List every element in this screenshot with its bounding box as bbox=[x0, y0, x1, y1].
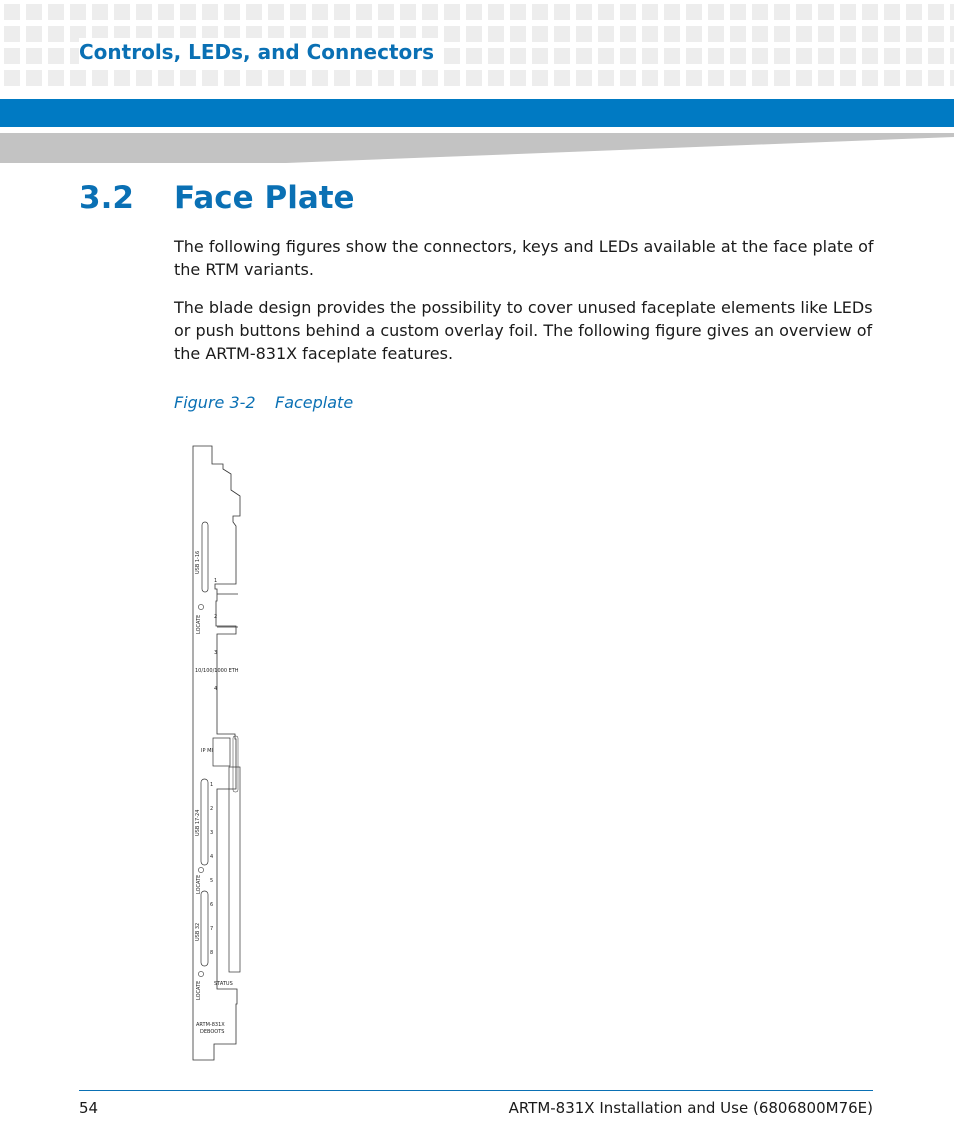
header-pattern-cell bbox=[708, 48, 724, 64]
header-pattern-cell bbox=[906, 70, 922, 86]
header-pattern-cell bbox=[664, 48, 680, 64]
side-leds bbox=[233, 736, 238, 792]
header-pattern-cell bbox=[180, 70, 196, 86]
header-pattern-cell bbox=[884, 26, 900, 42]
header-pattern-cell bbox=[4, 4, 20, 20]
header-pattern-cell bbox=[158, 70, 174, 86]
slot-number: 8 bbox=[210, 950, 214, 956]
header-pattern-cell bbox=[686, 26, 702, 42]
figure-title: Faceplate bbox=[275, 393, 354, 412]
header-pattern-cell bbox=[70, 70, 86, 86]
header-pattern-cell bbox=[928, 26, 944, 42]
header-pattern-cell bbox=[290, 70, 306, 86]
header-pattern-cell bbox=[378, 70, 394, 86]
page-number: 54 bbox=[79, 1099, 99, 1117]
header-pattern-cell bbox=[202, 70, 218, 86]
header-pattern-cell bbox=[730, 70, 746, 86]
paragraph-1: The following figures show the connectors, keys and LEDs available at the face plate of the RTM variants. bbox=[174, 237, 874, 279]
header-pattern-cell bbox=[840, 48, 856, 64]
header-pattern-cell bbox=[554, 26, 570, 42]
header-pattern-cell bbox=[686, 4, 702, 20]
header-pattern-cell bbox=[818, 48, 834, 64]
header-pattern-cell bbox=[928, 70, 944, 86]
header-pattern-cell bbox=[532, 48, 548, 64]
section-number: 3.2 bbox=[79, 180, 134, 216]
header-pattern-cell bbox=[4, 48, 20, 64]
header-pattern-cell bbox=[730, 26, 746, 42]
slot-number: 7 bbox=[210, 926, 214, 932]
header-pattern-cell bbox=[136, 4, 152, 20]
header-pattern-cell bbox=[862, 48, 878, 64]
header-pattern-cell bbox=[488, 70, 504, 86]
header-pattern-cell bbox=[796, 70, 812, 86]
header-pattern-cell bbox=[466, 70, 482, 86]
header-pattern-cell bbox=[378, 4, 394, 20]
header-pattern-cell bbox=[774, 4, 790, 20]
header-pattern-cell bbox=[818, 26, 834, 42]
header-pattern-cell bbox=[224, 70, 240, 86]
header-pattern-cell bbox=[26, 4, 42, 20]
header-pattern-cell bbox=[862, 70, 878, 86]
header-pattern-cell bbox=[906, 4, 922, 20]
slot-numbers bbox=[210, 782, 213, 956]
header-pattern-cell bbox=[466, 48, 482, 64]
led-locate-top bbox=[198, 604, 203, 609]
header-pattern-cell bbox=[950, 70, 954, 86]
figure-caption bbox=[174, 393, 354, 412]
header-pattern-cell bbox=[246, 70, 262, 86]
header-pattern-cell bbox=[862, 26, 878, 42]
header-pattern-cell bbox=[92, 4, 108, 20]
header-pattern-cell bbox=[26, 48, 42, 64]
header-pattern-cell bbox=[774, 26, 790, 42]
header-pattern-cell bbox=[356, 4, 372, 20]
header-pattern-cell bbox=[664, 70, 680, 86]
header-pattern-cell bbox=[488, 4, 504, 20]
header-pattern-cell bbox=[906, 48, 922, 64]
header-pattern-cell bbox=[510, 26, 526, 42]
slot-number: 1 bbox=[210, 782, 214, 788]
header-pattern-cell bbox=[4, 26, 20, 42]
header-pattern-cell bbox=[4, 70, 20, 86]
header-pattern-cell bbox=[906, 26, 922, 42]
fp-label-ipmi: IP MI bbox=[201, 748, 213, 754]
header-pattern-cell bbox=[642, 26, 658, 42]
fp-label-usb-bot: USB 32 bbox=[195, 922, 201, 941]
faceplate-drawing bbox=[190, 444, 250, 1062]
header-pattern-cell bbox=[70, 4, 86, 20]
header-pattern-cell bbox=[576, 26, 592, 42]
header-blue-band bbox=[0, 99, 954, 127]
fp-label-model: ARTM-831X bbox=[196, 1022, 225, 1028]
header-pattern-cell bbox=[26, 26, 42, 42]
header-pattern-cell bbox=[796, 48, 812, 64]
header-pattern-cell bbox=[686, 70, 702, 86]
header-pattern-cell bbox=[92, 70, 108, 86]
fp-label-locate-bot: LOCATE bbox=[196, 980, 202, 1000]
header-pattern-cell bbox=[752, 4, 768, 20]
header-pattern-cell bbox=[554, 4, 570, 20]
header-pattern-cell bbox=[950, 48, 954, 64]
header-pattern-cell bbox=[840, 70, 856, 86]
header-pattern-cell bbox=[444, 4, 460, 20]
header-pattern-cell bbox=[928, 48, 944, 64]
fp-label-usb: USB 1-16 bbox=[195, 550, 201, 574]
channel-number: 1 bbox=[214, 578, 218, 584]
header-pattern-cell bbox=[884, 48, 900, 64]
header-pattern-cell bbox=[488, 26, 504, 42]
header-pattern-cell bbox=[136, 70, 152, 86]
paragraph-2: The blade design provides the possibility to cover unused faceplate elements like LEDs or push buttons behind a custom overlay foil. The following figure gives an overview of the ARTM-831X faceplate features. bbox=[174, 298, 873, 363]
header-pattern-cell bbox=[246, 4, 262, 20]
header-pattern-cell bbox=[752, 70, 768, 86]
header-pattern-cell bbox=[400, 70, 416, 86]
header-pattern-cell bbox=[620, 48, 636, 64]
usb-slot-top bbox=[202, 522, 208, 592]
header-pattern-cell bbox=[818, 4, 834, 20]
header-pattern-cell bbox=[180, 4, 196, 20]
slot-number: 3 bbox=[210, 830, 214, 836]
section-title: Face Plate bbox=[174, 180, 355, 216]
header-pattern-cell bbox=[202, 4, 218, 20]
fp-label-status: STATUS bbox=[214, 981, 233, 987]
fp-label-locate-top: LOCATE bbox=[196, 614, 202, 634]
header-pattern-cell bbox=[752, 26, 768, 42]
header-pattern-cell bbox=[510, 4, 526, 20]
header-pattern-cell bbox=[444, 70, 460, 86]
header-pattern-cell bbox=[268, 4, 284, 20]
header-pattern-cell bbox=[26, 70, 42, 86]
header-pattern-cell bbox=[532, 70, 548, 86]
header-pattern-cell bbox=[48, 70, 64, 86]
header-pattern-cell bbox=[620, 4, 636, 20]
header-pattern-cell bbox=[598, 48, 614, 64]
header-pattern-cell bbox=[334, 70, 350, 86]
slot-number: 5 bbox=[210, 878, 214, 884]
header-pattern-cell bbox=[510, 70, 526, 86]
led-locate-bot bbox=[198, 971, 203, 976]
header-pattern-cell bbox=[422, 70, 438, 86]
header-pattern-cell bbox=[708, 26, 724, 42]
header-pattern-cell bbox=[620, 26, 636, 42]
header-pattern-cell bbox=[576, 70, 592, 86]
header-pattern-cell bbox=[554, 70, 570, 86]
header-pattern-cell bbox=[510, 48, 526, 64]
header-pattern-cell bbox=[312, 70, 328, 86]
header-pattern-cell bbox=[114, 70, 130, 86]
header-pattern-cell bbox=[48, 4, 64, 20]
header-pattern-cell bbox=[312, 4, 328, 20]
fp-label-usb-mid: USB 17-24 bbox=[195, 809, 201, 836]
header-pattern-cell bbox=[598, 4, 614, 20]
chapter-title: Controls, LEDs, and Connectors bbox=[79, 38, 438, 66]
usb-slot-bot bbox=[201, 891, 208, 966]
header-pattern-cell bbox=[114, 4, 130, 20]
header-pattern-cell bbox=[774, 48, 790, 64]
header-pattern-cell bbox=[796, 4, 812, 20]
slot-column bbox=[229, 767, 240, 972]
header-pattern-cell bbox=[158, 4, 174, 20]
header-pattern-cell bbox=[752, 48, 768, 64]
header-pattern-cell bbox=[642, 4, 658, 20]
header-pattern-cell bbox=[466, 4, 482, 20]
header-pattern-cell bbox=[774, 70, 790, 86]
slot-number: 2 bbox=[210, 806, 214, 812]
header-pattern-cell bbox=[664, 26, 680, 42]
header-pattern-cell bbox=[928, 4, 944, 20]
header-pattern-cell bbox=[950, 4, 954, 20]
header-pattern-cell bbox=[356, 70, 372, 86]
header-pattern-cell bbox=[422, 4, 438, 20]
figure-label: Figure 3-2 bbox=[174, 393, 256, 412]
header-pattern-cell bbox=[862, 4, 878, 20]
header-pattern-cell bbox=[290, 4, 306, 20]
header-pattern-cell bbox=[730, 4, 746, 20]
header-gray-wedge bbox=[0, 133, 954, 163]
header-pattern-cell bbox=[950, 26, 954, 42]
header-pattern-cell bbox=[840, 4, 856, 20]
slot-number: 6 bbox=[210, 902, 214, 908]
header-pattern-cell bbox=[642, 70, 658, 86]
fp-label-variant: DEBOOTS bbox=[200, 1029, 225, 1035]
led-locate-mid bbox=[198, 867, 203, 872]
header-pattern-cell bbox=[554, 48, 570, 64]
header-pattern-cell bbox=[224, 4, 240, 20]
channel-number: 4 bbox=[214, 686, 218, 692]
header-pattern-cell bbox=[796, 26, 812, 42]
fp-label-locate-mid: LOCATE bbox=[196, 874, 202, 894]
header-pattern-cell bbox=[268, 70, 284, 86]
footer-rule bbox=[79, 1090, 873, 1091]
ipmi-box bbox=[213, 738, 230, 766]
footer-doc-title: ARTM-831X Installation and Use (6806800M76E) bbox=[508, 1099, 873, 1117]
header-pattern-cell bbox=[48, 48, 64, 64]
header-pattern-cell bbox=[708, 4, 724, 20]
header-pattern-cell bbox=[598, 26, 614, 42]
fp-label-eth: 10/100/1000 ETH bbox=[195, 668, 239, 674]
header-pattern-cell bbox=[598, 70, 614, 86]
header-pattern-cell bbox=[334, 4, 350, 20]
header-pattern-cell bbox=[884, 70, 900, 86]
header-pattern-cell bbox=[466, 26, 482, 42]
header-pattern-cell bbox=[444, 26, 460, 42]
header-pattern-cell bbox=[730, 48, 746, 64]
header-pattern-cell bbox=[48, 26, 64, 42]
header-pattern-cell bbox=[576, 48, 592, 64]
header-pattern-cell bbox=[532, 4, 548, 20]
header-pattern-cell bbox=[642, 48, 658, 64]
slot-number: 4 bbox=[210, 854, 214, 860]
header-pattern-cell bbox=[620, 70, 636, 86]
header-pattern-cell bbox=[686, 48, 702, 64]
header-pattern-cell bbox=[664, 4, 680, 20]
header-pattern-cell bbox=[532, 26, 548, 42]
header-pattern-cell bbox=[818, 70, 834, 86]
channel-number: 2 bbox=[214, 614, 218, 620]
header-pattern-cell bbox=[884, 4, 900, 20]
channel-number: 3 bbox=[214, 650, 218, 656]
header-pattern-cell bbox=[488, 48, 504, 64]
header-pattern-cell bbox=[444, 48, 460, 64]
header-pattern-cell bbox=[576, 4, 592, 20]
usb-slot-mid bbox=[201, 779, 208, 865]
header-pattern-cell bbox=[840, 26, 856, 42]
header-pattern-cell bbox=[400, 4, 416, 20]
header-pattern-cell bbox=[708, 70, 724, 86]
